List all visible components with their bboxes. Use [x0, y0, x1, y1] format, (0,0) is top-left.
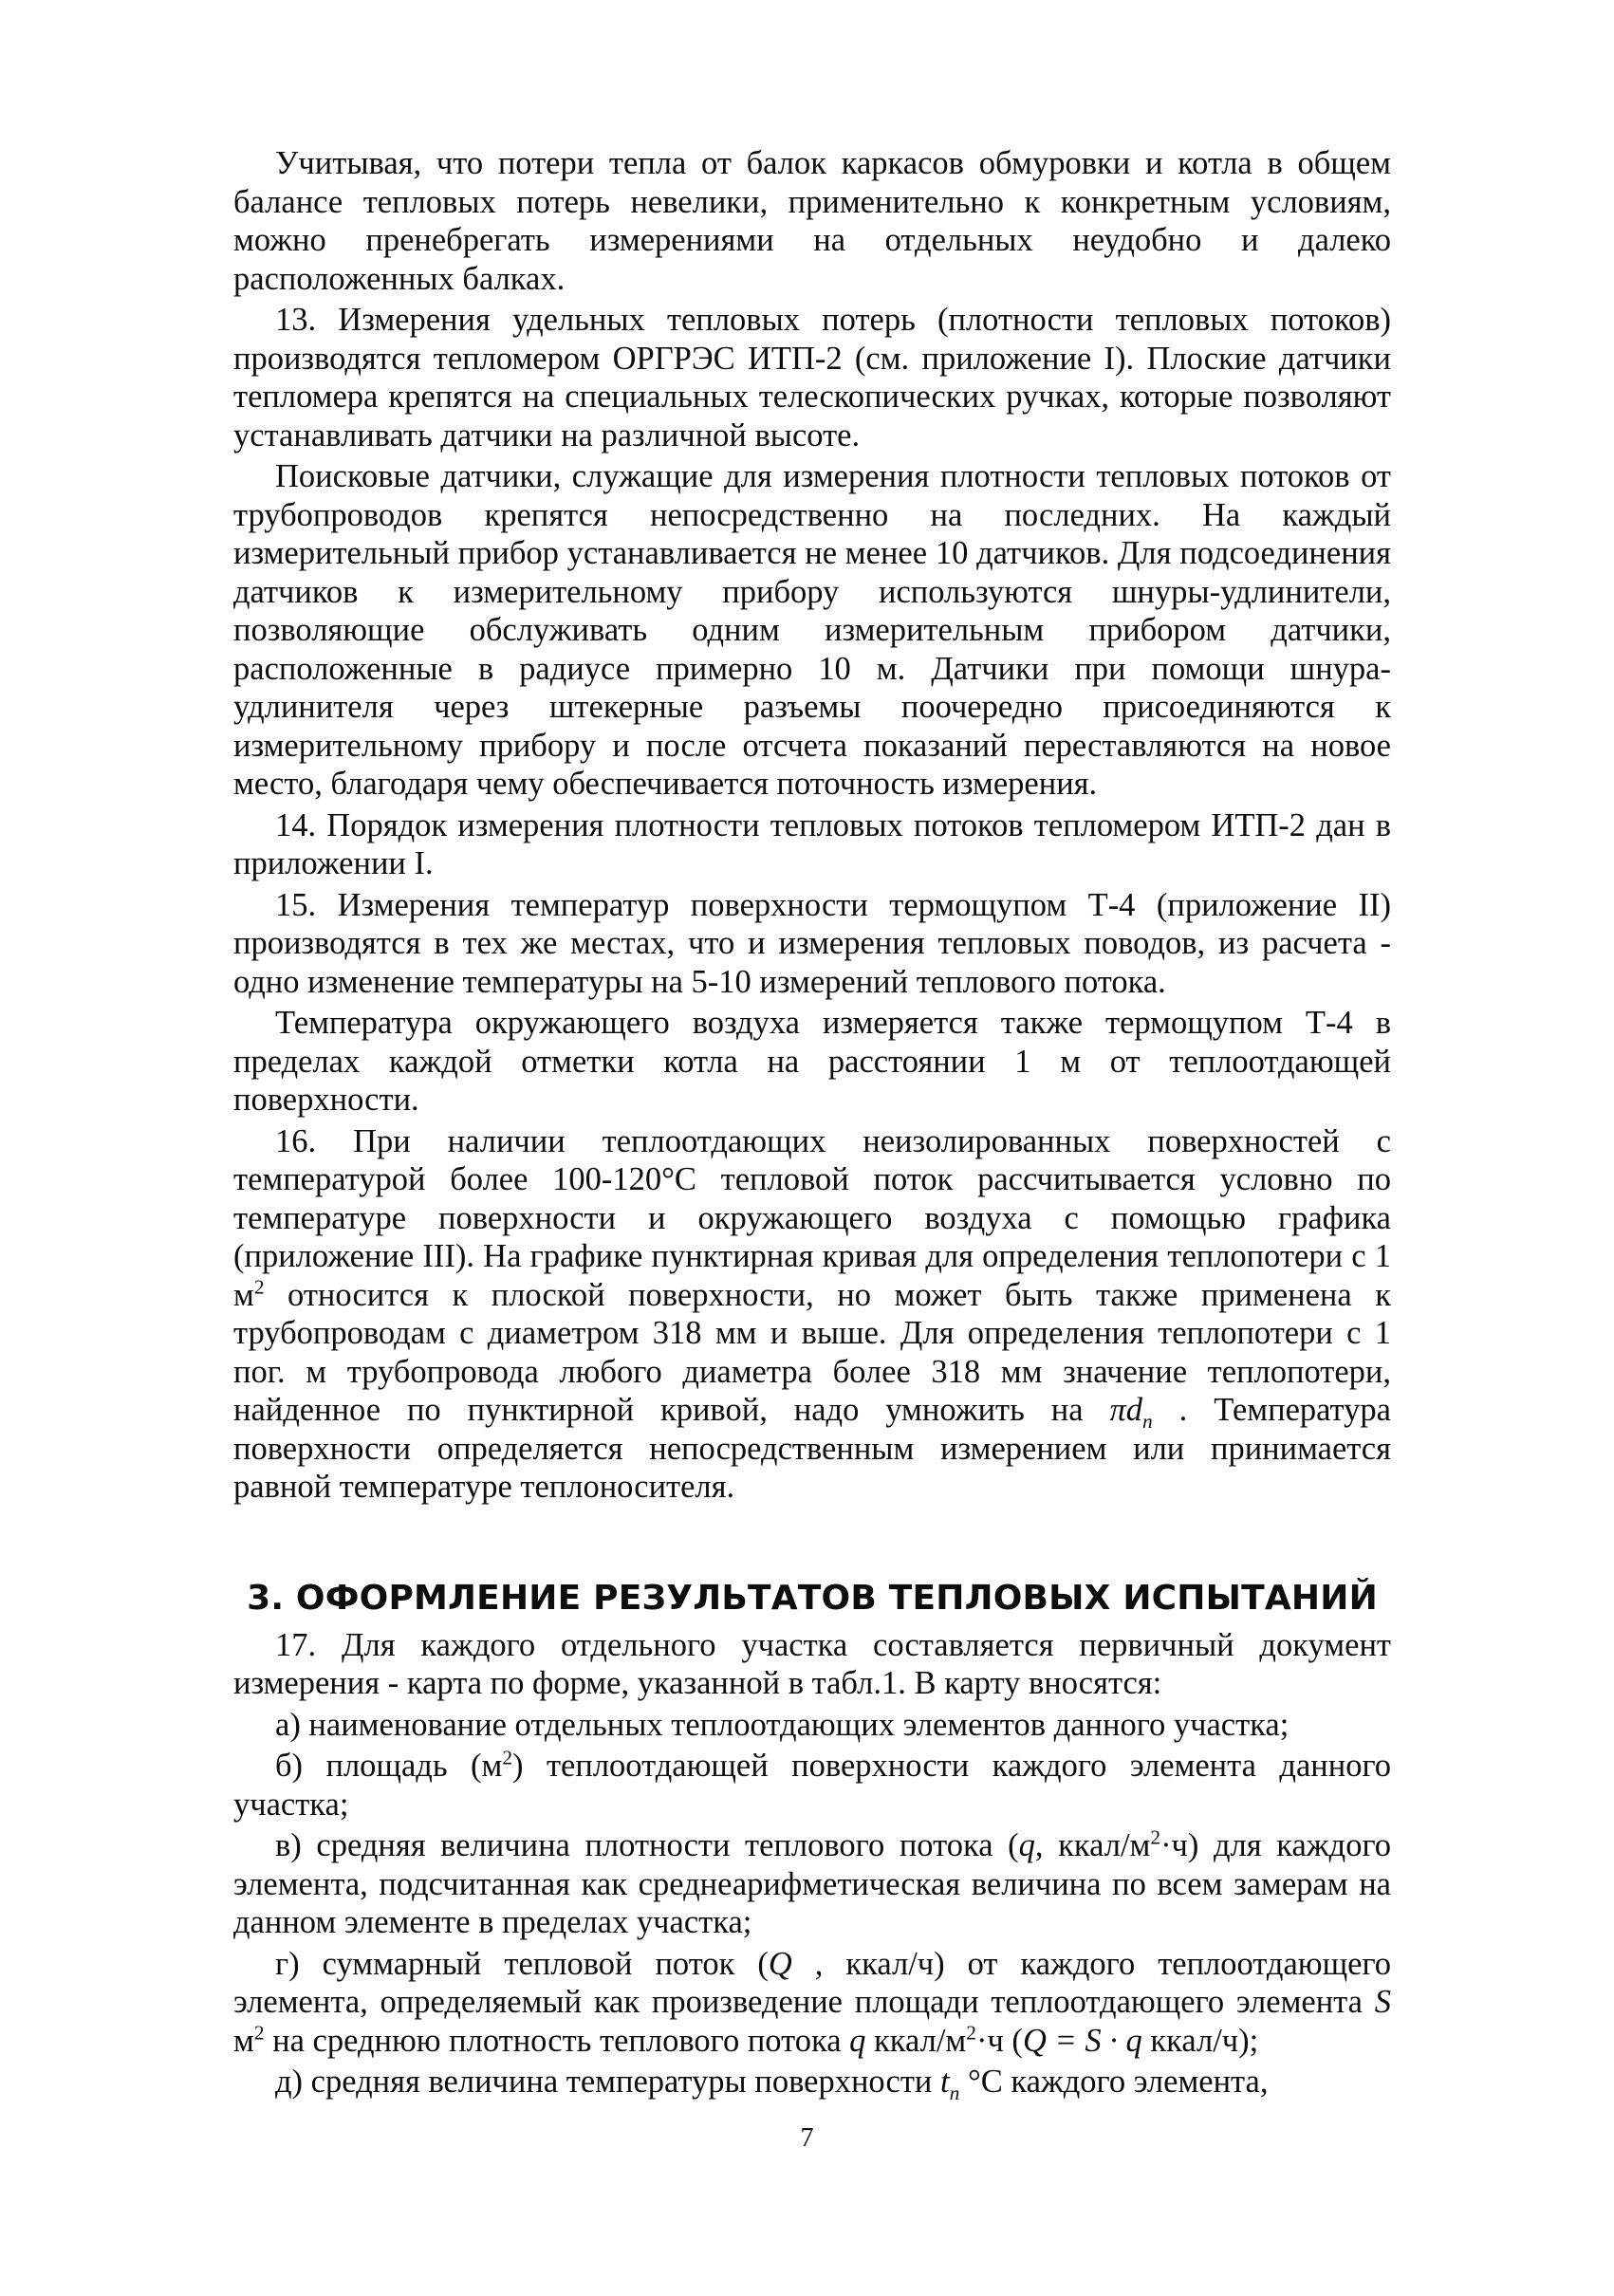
- paragraph-air-temperature: Температура окружающего воздуха измеряется также термощупом Т-4 в пределах каждой отметки котла на расстоянии 1 м от теплоотдающей поверхности.: [233, 1005, 1391, 1118]
- list-item-v: в) средняя величина плотности теплового потока (q, ккал/$м^2\cdot ч$) для каждого элемента, подсчитанная как среднеарифметическая величина по всем замерам на данном элементе в пределах участка;: [233, 1825, 1391, 1940]
- page-number: 7: [800, 2123, 814, 2153]
- paragraph-16: 16. При наличии теплоотдающих неизолированных поверхностей с температурой более 100-120°С тепловой поток рассчитывается условно по температуре поверхности и окружающего воздуха с помощью графика (приложение III). На графике пунктирная кривая для определения теплопотери с 1 $м^2$ относится к плоской поверхности, но может быть также применена к трубопроводам с диаметром 318 мм и выше. Для определения теплопотери с 1 пог. м трубопровода любого диаметра более 318 мм значение теплопотери, найденное по пунктирной кривой, надо умножить на $\pi d_n$ . Температура поверхности определяется непосредственным измерением или принимается равной температуре теплоносителя.: [233, 1122, 1391, 1505]
- paragraph-14: 14. Порядок измерения плотности тепловых потоков тепломером ИТП-2 дан в приложении I.: [233, 806, 1391, 881]
- list-item-d: д) средняя величина температуры поверхности $t_n$ °С каждого элемента,: [275, 2064, 1269, 2104]
- paragraph-13: 13. Измерения удельных тепловых потерь (плотности тепловых потоков) производятся тепломером ОРГРЭС ИТП-2 (см. приложение I). Плоские датчики тепломера крепятся на специальных телескопических ручках, которые позволяют устанавливать датчики на различной высоте.: [233, 302, 1391, 454]
- list-item-g: г) суммарный тепловой поток (Q , ккал/ч) от каждого теплоотдающего элемента, определяемый как произведение площади теплоотдающего элемента S $м^2$ на среднюю плотность теплового потока q ккал/$м^2\cdot ч$ (Q = S · q ккал/ч);: [233, 1945, 1391, 2059]
- paragraph-heat-loss-beams: Учитывая, что потери тепла от балок каркасов обмуровки и котла в общем балансе тепловых потерь невелики, применительно к конкретным условиям, можно пренебрегать измерениями на отдельных неудобно и далеко расположенных балках.: [233, 145, 1391, 297]
- list-item-a: а) наименование отдельных теплоотдающих элементов данного участка;: [275, 1706, 1289, 1743]
- paragraph-search-sensors: Поисковые датчики, служащие для измерения плотности тепловых потоков от трубопроводов крепятся непосредственно на последних. На каждый измерительный прибор устанавливается не менее 10 датчиков. Для подсоединения датчиков к измерительному прибору используются шнуры-удлинители, позволяющие обслуживать одним измерительным прибором датчики, расположенные в радиусе примерно 10 м. Датчики при помощи шнура-удлинителя через штекерные разъемы поочередно присоединяются к измерительному прибору и после отсчета показаний переставляются на новое место, благодаря чему обеспечивается поточность измерения.: [233, 458, 1391, 802]
- paragraph-17: 17. Для каждого отдельного участка составляется первичный документ измерения - карта по форме, указанной в табл.1. В карту вносятся:: [233, 1626, 1391, 1701]
- paragraph-15: 15. Измерения температур поверхности термощупом Т-4 (приложение II) производятся в тех же местах, что и измерения тепловых поводов, из расчета - одно изменение температуры на 5-10 измерений теплового потока.: [233, 886, 1391, 1000]
- list-item-b: б) площадь $(м^2)$ теплоотдающей поверхности каждого элемента данного участка;: [233, 1746, 1391, 1823]
- section-title: 3. ОФОРМЛЕНИЕ РЕЗУЛЬТАТОВ ТЕПЛОВЫХ ИСПЫТАНИЙ: [247, 1578, 1378, 1618]
- document-page: [233, 144, 1391, 2102]
